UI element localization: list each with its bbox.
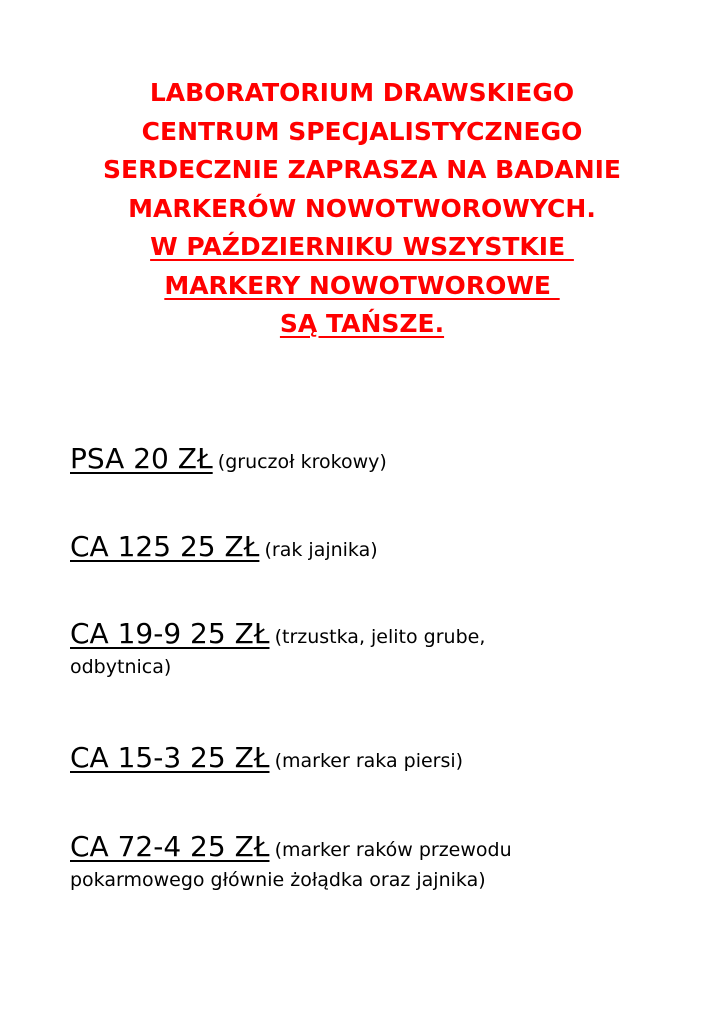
- price-item-ca72-4: [70, 830, 670, 891]
- header-line: SERDECZNIE ZAPRASZA NA BADANIE: [102, 155, 621, 184]
- marker-price: CA 72-4 25 ZŁ: [70, 830, 270, 863]
- header-line-underlined: W PAŹDZIERNIKU WSZYSTKIE: [150, 232, 574, 261]
- price-item-ca15-3: [70, 741, 670, 774]
- announcement-header: [0, 74, 724, 344]
- header-line: MARKERÓW NOWOTWOROWYCH.: [128, 193, 596, 223]
- marker-price: CA 19-9 25 ZŁ: [70, 617, 270, 650]
- price-item-psa: [70, 442, 670, 475]
- header-line-underlined: SĄ TAŃSZE.: [279, 309, 445, 338]
- marker-price: PSA 20 ZŁ: [70, 442, 213, 475]
- marker-description: (marker raka piersi): [274, 750, 464, 772]
- marker-description: (marker raków przewodu: [274, 839, 512, 861]
- marker-description-continued: odbytnica): [70, 656, 172, 678]
- price-item-ca19-9: [70, 617, 670, 678]
- marker-description-continued: pokarmowego głównie żołądka oraz jajnika): [70, 869, 486, 891]
- header-line: LABORATORIUM DRAWSKIEGO: [149, 78, 575, 107]
- price-item-ca125: [70, 530, 670, 563]
- marker-price: CA 15-3 25 ZŁ: [70, 741, 270, 774]
- header-line: CENTRUM SPECJALISTYCZNEGO: [141, 116, 583, 146]
- marker-description: (rak jajnika): [264, 539, 378, 561]
- marker-description: (gruczoł krokowy): [217, 451, 387, 473]
- header-line-underlined: MARKERY NOWOTWOROWE: [164, 270, 560, 300]
- marker-price: CA 125 25 ZŁ: [70, 530, 260, 563]
- marker-description: (trzustka, jelito grube,: [274, 626, 486, 648]
